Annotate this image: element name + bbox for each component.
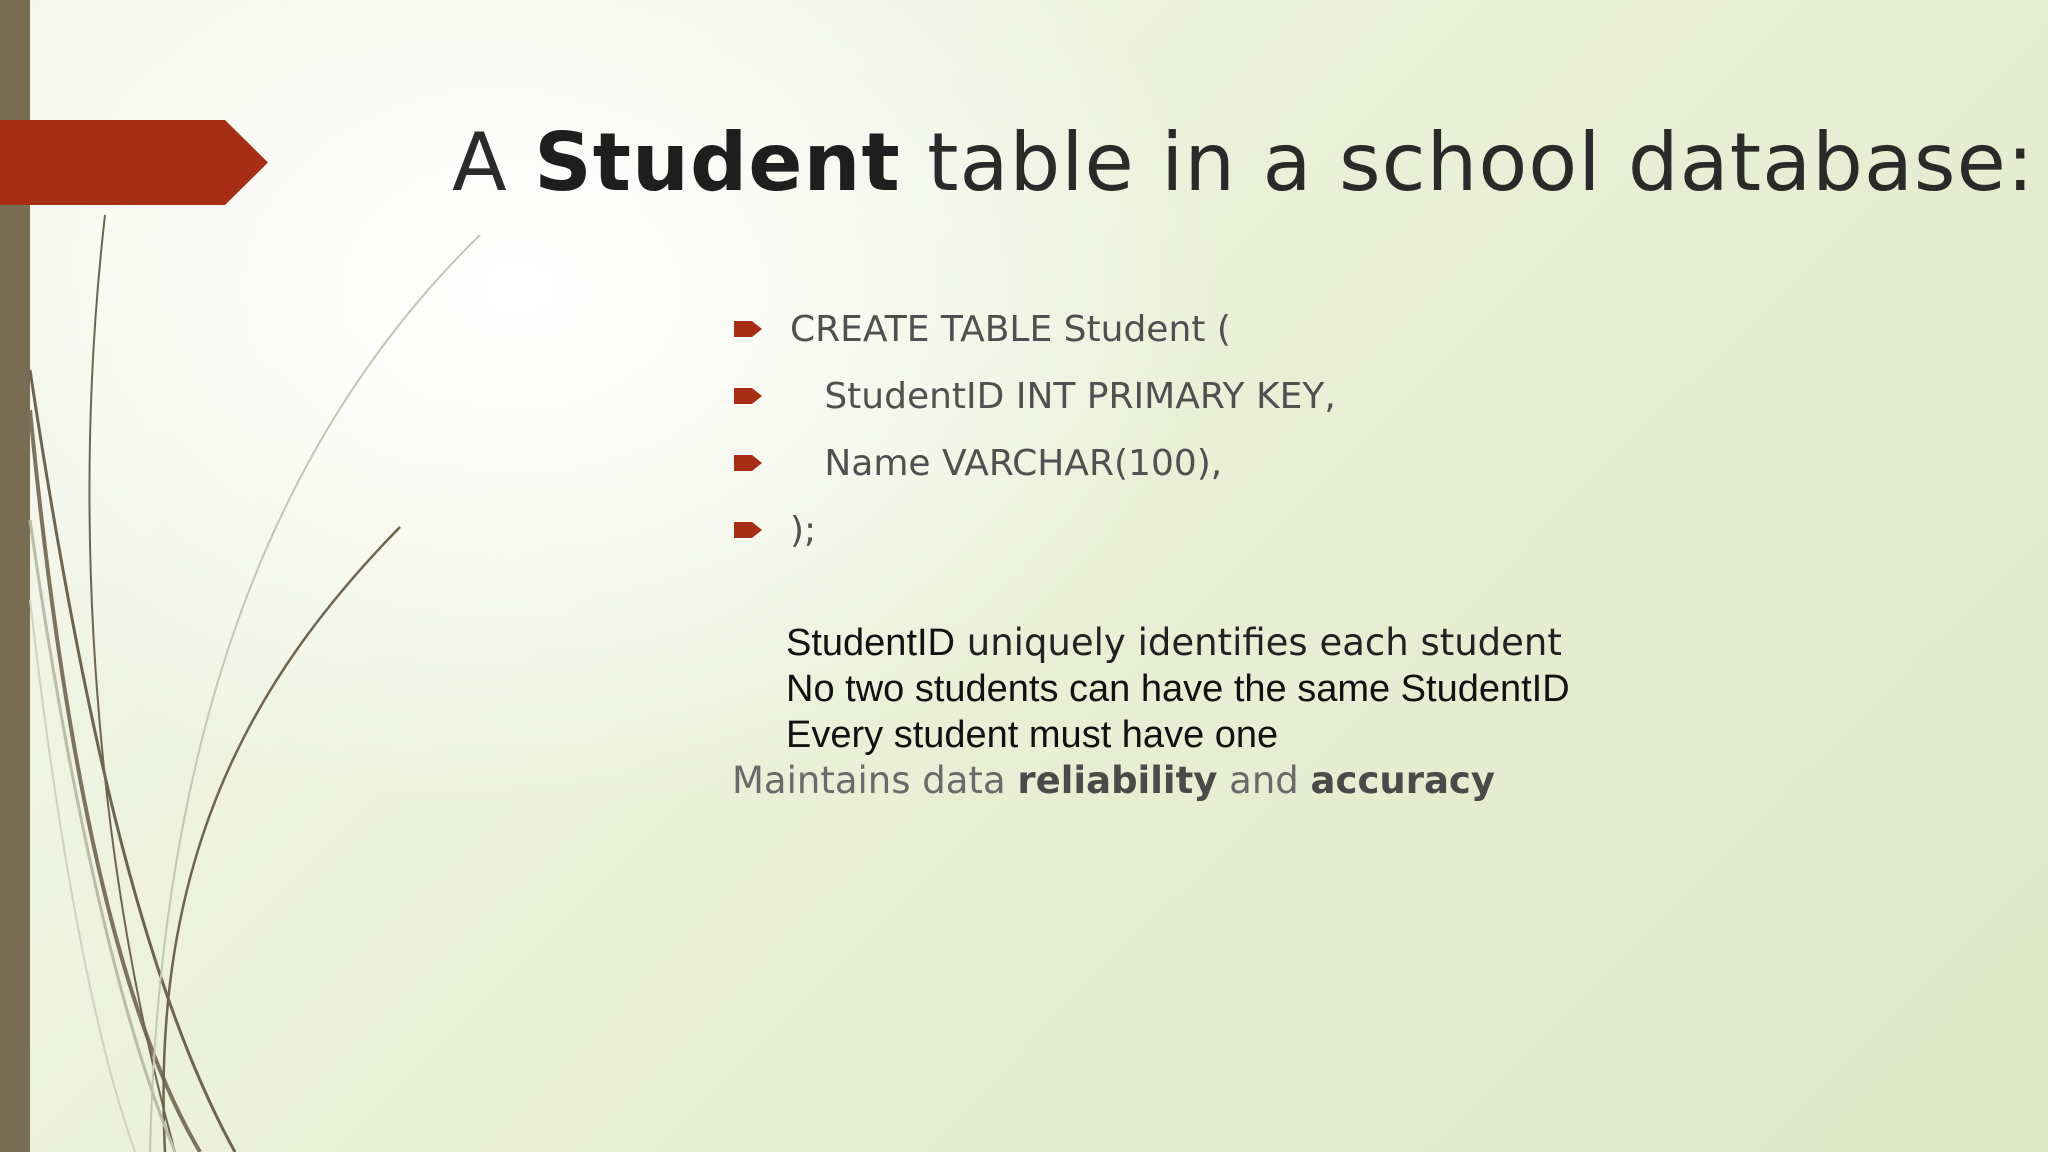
slide-title — [452, 108, 2035, 218]
code-bullet-list — [734, 296, 1336, 564]
list-item — [734, 430, 1223, 497]
title-arrow-tab — [0, 120, 268, 205]
footer-mid: and — [1217, 759, 1311, 802]
list-item — [734, 497, 817, 564]
code-line-text: StudentID INT PRIMARY KEY, — [790, 376, 1336, 417]
code-line-text: Name VARCHAR(100), — [790, 443, 1223, 484]
note-footer — [732, 758, 1570, 804]
list-item — [734, 363, 1336, 430]
list-item — [734, 296, 1231, 363]
arrow-bullet-icon — [734, 385, 764, 407]
footer-bold-accuracy: accuracy — [1310, 759, 1495, 802]
note-line-1 — [732, 620, 1570, 666]
note-term: StudentID — [786, 622, 955, 664]
title-bold: Student — [534, 116, 901, 209]
note-rest: uniquely identifies each student — [955, 621, 1562, 664]
title-prefix: A — [452, 116, 535, 209]
footer-prefix: Maintains data — [732, 759, 1018, 802]
arrow-bullet-icon — [734, 452, 764, 474]
note-line-3: Every student must have one — [786, 714, 1279, 756]
arrow-bullet-icon — [734, 318, 764, 340]
note-line-2: No two students can have the same StudentID — [786, 668, 1570, 710]
footer-bold-reliability: reliability — [1017, 759, 1218, 802]
arrow-bullet-icon — [734, 519, 764, 541]
code-line-text: ); — [790, 510, 817, 551]
code-line-text: CREATE TABLE Student ( — [790, 309, 1231, 350]
title-suffix: table in a school database: — [900, 116, 2035, 209]
notes-block — [732, 620, 1570, 804]
